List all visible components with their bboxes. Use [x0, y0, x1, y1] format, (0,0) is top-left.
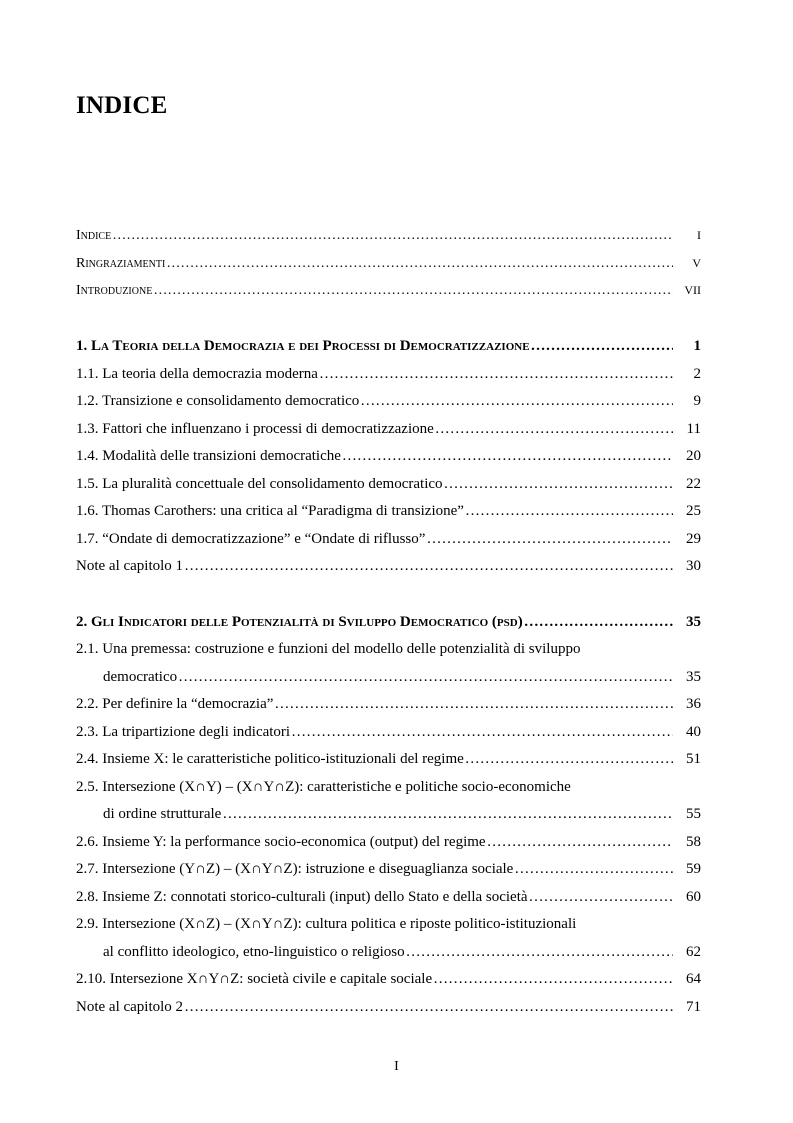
toc-entry[interactable]: [76, 421, 701, 443]
leader-dots: [514, 861, 673, 878]
leader-dots: [465, 751, 673, 768]
toc-page-number: I: [697, 228, 701, 242]
leader-dots: [291, 724, 673, 741]
leader-dots: [112, 228, 673, 244]
toc-entry-continuation[interactable]: [103, 944, 701, 966]
leader-dots: [166, 256, 673, 272]
toc-page-number: 51: [686, 751, 701, 767]
leader-dots: [274, 696, 673, 713]
toc-entry-label: 1.6. Thomas Carothers: una critica al “Paradigma di transizione”: [76, 503, 464, 519]
toc-page-number: 30: [686, 558, 701, 574]
leader-dots: [184, 999, 673, 1016]
toc-page-number: 22: [686, 476, 701, 492]
toc-page-number: 58: [686, 834, 701, 850]
toc-entry-introduzione[interactable]: [76, 283, 701, 305]
leader-dots: [342, 448, 673, 465]
toc-entry-label: 2.7. Intersezione (Y∩Z) – (X∩Y∩Z): istruzione e diseguaglianza sociale: [76, 861, 514, 877]
toc-entry-label: 1.3. Fattori che influenzano i processi di democratizzazione: [76, 421, 434, 437]
leader-dots: [426, 531, 673, 548]
toc-entry-label: 2.4. Insieme X: le caratteristiche politico-istituzionali del regime: [76, 751, 464, 767]
page-title: INDICE: [76, 92, 168, 119]
toc-entry-continuation[interactable]: [103, 806, 701, 828]
toc-page-number: 62: [686, 944, 701, 960]
toc-entry[interactable]: [76, 971, 701, 993]
toc-page-number: 25: [686, 503, 701, 519]
toc-page-number: 29: [686, 531, 701, 547]
toc-page-number: VII: [684, 283, 701, 297]
toc-page-number: V: [692, 256, 701, 270]
toc-entry-label: Indice: [76, 228, 112, 243]
toc-entry[interactable]: [76, 366, 701, 388]
toc-page-number: 11: [686, 421, 701, 437]
toc-entry-label: 1.7. “Ondate di democratizzazione” e “Ondate di riflusso”: [76, 531, 426, 547]
leader-dots: [360, 393, 673, 410]
leader-dots: [465, 503, 673, 520]
toc-entry-label: 2.10. Intersezione X∩Y∩Z: società civile e capitale sociale: [76, 971, 433, 987]
toc-entry-label: democratico: [103, 669, 178, 685]
toc-entry-notes[interactable]: [76, 999, 701, 1021]
toc-page-number: 64: [686, 971, 701, 987]
leader-dots: [435, 421, 673, 438]
toc-entry-label: al conflitto ideologico, etno-linguistico o religioso: [103, 944, 405, 960]
leader-dots: [433, 971, 673, 988]
toc-entry[interactable]: [76, 448, 701, 470]
leader-dots: [319, 366, 673, 383]
leader-dots: [178, 669, 673, 686]
toc-entry[interactable]: [76, 751, 701, 773]
leader-dots: [184, 558, 673, 575]
toc-entry-first-line[interactable]: [76, 641, 701, 663]
leader-dots: [406, 944, 673, 961]
toc-entry[interactable]: [76, 861, 701, 883]
toc-entry[interactable]: [76, 393, 701, 415]
leader-dots: [531, 338, 673, 355]
leader-dots: [444, 476, 673, 493]
toc-entry[interactable]: [76, 476, 701, 498]
toc-page-number: 35: [686, 614, 701, 630]
page-number: I: [394, 1059, 399, 1074]
toc-entry-label: Note al capitolo 2: [76, 999, 184, 1015]
toc-entry-ringraziamenti[interactable]: [76, 256, 701, 278]
toc-page-number: 71: [686, 999, 701, 1015]
toc-page-number: 9: [693, 393, 701, 409]
leader-dots: [487, 834, 673, 851]
toc-page-number: 60: [686, 889, 701, 905]
toc-entry-label: Note al capitolo 1: [76, 558, 184, 574]
toc-entry-label: 2.3. La tripartizione degli indicatori: [76, 724, 291, 740]
toc-entry-indice[interactable]: [76, 228, 701, 250]
toc-entry-notes[interactable]: [76, 558, 701, 580]
leader-dots: [222, 806, 673, 823]
toc-page-number: 36: [686, 696, 701, 712]
toc-chapter-1[interactable]: [76, 338, 701, 360]
chapter-title: 2. Gli Indicatori delle Potenzialità di Sviluppo Democratico (psd): [76, 614, 523, 630]
toc-entry-label: Ringraziamenti: [76, 256, 166, 271]
toc-page-number: 35: [686, 669, 701, 685]
toc-entry-label: 1.4. Modalità delle transizioni democratiche: [76, 448, 341, 464]
toc-entry-label: 2.8. Insieme Z: connotati storico-culturali (input) dello Stato e della società: [76, 889, 528, 905]
toc-chapter-2[interactable]: [76, 614, 701, 636]
toc-entry[interactable]: [76, 503, 701, 525]
toc-entry-label: Introduzione: [76, 283, 153, 298]
toc-entry-label: 2.5. Intersezione (X∩Y) – (X∩Y∩Z): caratteristiche e politiche socio-economiche: [76, 779, 571, 795]
toc-entry-label: di ordine strutturale: [103, 806, 222, 822]
toc-entry-label: 1.1. La teoria della democrazia moderna: [76, 366, 318, 382]
toc-page-number: 20: [686, 448, 701, 464]
toc-entry[interactable]: [76, 696, 701, 718]
leader-dots: [529, 889, 673, 906]
toc-entry-first-line[interactable]: [76, 779, 701, 801]
toc-entry-label: 2.6. Insieme Y: la performance socio-economica (output) del regime: [76, 834, 486, 850]
toc-entry-label: 2.1. Una premessa: costruzione e funzioni del modello delle potenzialità di sviluppo: [76, 641, 581, 657]
toc-entry[interactable]: [76, 889, 701, 911]
toc-page-number: 2: [693, 366, 701, 382]
toc-entry[interactable]: [76, 531, 701, 553]
toc-entry-first-line[interactable]: [76, 916, 701, 938]
chapter-title: 1. La Teoria della Democrazia e dei Processi di Democratizzazione: [76, 338, 530, 354]
toc-entry[interactable]: [76, 724, 701, 746]
toc-entry-label: 2.2. Per definire la “democrazia”: [76, 696, 274, 712]
leader-dots: [524, 614, 673, 631]
toc-page-number: 40: [686, 724, 701, 740]
toc-entry-label: 1.2. Transizione e consolidamento democratico: [76, 393, 360, 409]
leader-dots: [153, 283, 673, 299]
toc-entry-label: 2.9. Intersezione (X∩Z) – (X∩Y∩Z): cultura politica e riposte politico-istituzionali: [76, 916, 577, 932]
toc-entry-label: 1.5. La pluralità concettuale del consolidamento democratico: [76, 476, 443, 492]
toc-entry[interactable]: [76, 834, 701, 856]
toc-page-number: 1: [693, 338, 701, 354]
toc-page-number: 59: [686, 861, 701, 877]
toc-entry-continuation[interactable]: [103, 669, 701, 691]
toc-page-number: 55: [686, 806, 701, 822]
